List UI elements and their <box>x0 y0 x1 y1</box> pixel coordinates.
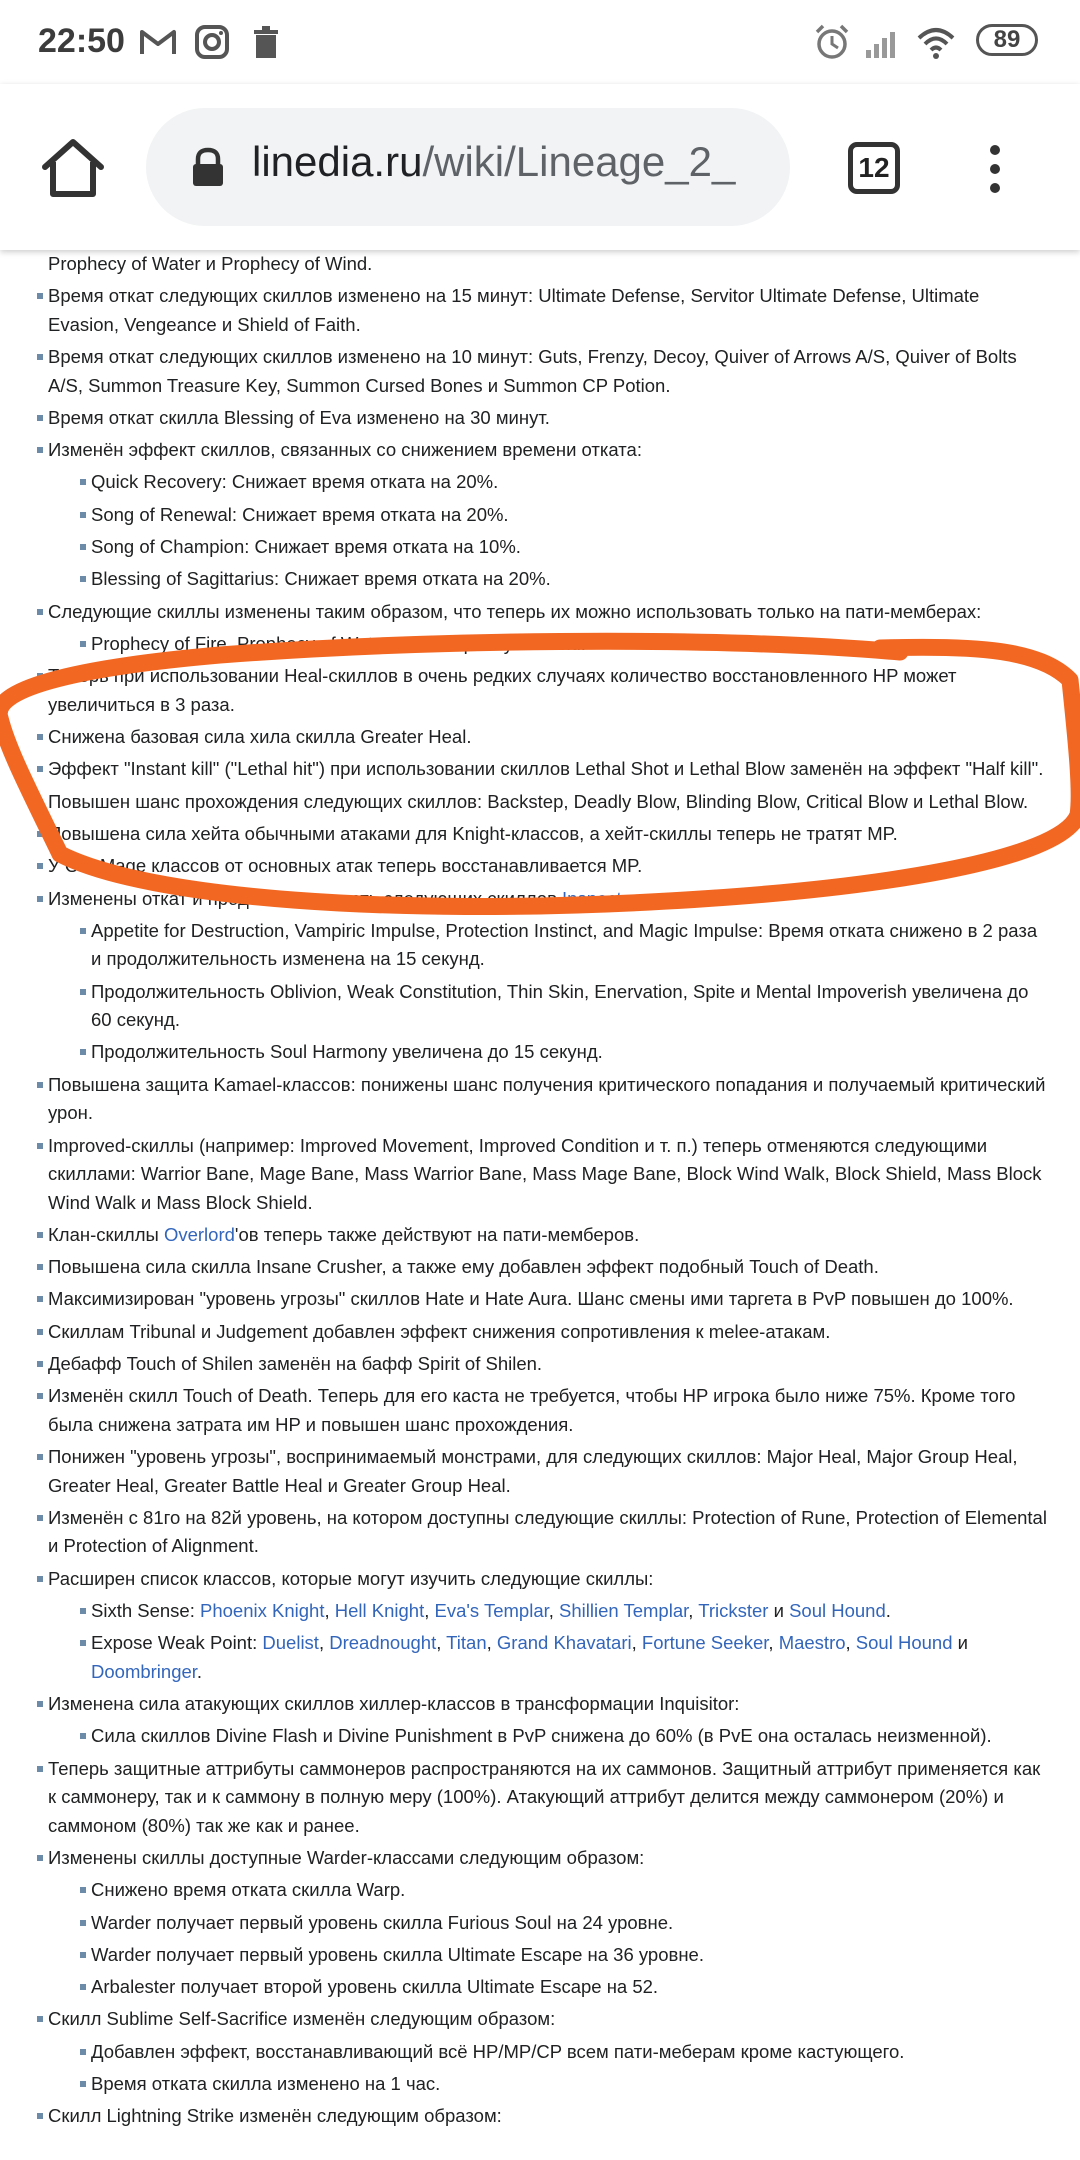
class-link[interactable]: Soul Hound <box>789 1600 886 1621</box>
list-item: Теперь защитные аттрибуты саммонеров распространяются на их саммонов. Защитный аттрибут применяется как к саммонеру, так и к саммону в полную меру (100%). Атакующий аттрибут делится между саммонером (20%) и саммоном (80%) так же как и ранее. <box>48 1755 1050 1841</box>
list-item <box>48 1690 1050 1751</box>
sub-list-item: Сила скиллов Divine Flash и Divine Punishment в PvP снижена до 60% (в PvE она осталась неизменной). <box>91 1722 1050 1751</box>
list-item: Время откат следующих скиллов изменено на 10 минут: Guts, Frenzy, Decoy, Quiver of Arrows A/S, Quiver of Bolts A/S, Summon Treasure Key, Summon Cursed Bones и Summon CP Potion. <box>48 343 1050 400</box>
status-bar <box>0 0 1080 84</box>
list-item: Понижен "уровень угрозы", воспринимаемый монстрами, для следующих скиллов: Major Heal, Major Group Heal, Greater Heal, Greater Battle Heal и Greater Group Heal. <box>48 1443 1050 1500</box>
changes-list <box>0 282 1080 2131</box>
list-item: Изменён с 81го на 82й уровень, на котором доступны следующие скиллы: Protection of Rune, Protection of Elemental и Protection of Alignment. <box>48 1504 1050 1561</box>
list-item: Время откат скилла Blessing of Eva изменено на 30 минут. <box>48 404 1050 433</box>
class-link[interactable]: Hell Knight <box>334 1600 425 1621</box>
list-item <box>48 436 1050 594</box>
battery-icon <box>976 24 1038 56</box>
list-item: Повышена сила хейта обычными атаками для Knight-классов, а хейт-скиллы теперь не тратят MP. <box>48 820 1050 849</box>
list-item: Improved-скиллы (например: Improved Movement, Improved Condition и т. п.) теперь отменяются следующими скиллами: Warrior Bane, Mage Bane, Mass Warrior Bane, Mass Mage Bane, Block Wind Walk, Block Shield, Mass Block Wind Walk и Mass Block Shield. <box>48 1132 1050 1218</box>
list-item-text: Изменена сила атакующих скиллов хиллер-классов в трансформации Inquisitor: <box>48 1693 740 1715</box>
signal-icon <box>862 22 902 62</box>
sub-list-item: Продолжительность Soul Harmony увеличена до 15 секунд. <box>91 1038 1050 1067</box>
list-item: Снижена базовая сила хила скилла Greater Heal. <box>48 723 1050 752</box>
sub-list-item: Warder получает первый уровень скилла Ultimate Escape на 36 уровне. <box>91 1941 1050 1970</box>
list-item: Повышен шанс прохождения следующих скиллов: Backstep, Deadly Blow, Blinding Blow, Critical Blow и Lethal Blow. <box>48 788 1050 817</box>
tab-count: 12 <box>858 152 890 183</box>
sub-list-item: Снижено время отката скилла Warp. <box>91 1876 1050 1905</box>
sub-list-item: Blessing of Sagittarius: Снижает время отката на 20%. <box>91 565 1050 594</box>
sub-list-item: Prophecy of Fire, Prophecy of Water, and Prophecy of Wind. <box>91 630 1050 659</box>
list-item: Дебафф Touch of Shilen заменён на бафф Spirit of Shilen. <box>48 1350 1050 1379</box>
sub-list-item-sixth-sense: Sixth Sense: Phoenix Knight, Hell Knight, Eva's Templar, Shillien Templar, Trickster и Soul Hound. <box>91 1597 1050 1626</box>
link-overlord[interactable]: Overlord <box>163 1223 235 1245</box>
list-item <box>48 885 1050 1067</box>
sub-list-item: Song of Champion: Снижает время отката на 10%. <box>91 533 1050 562</box>
alarm-icon <box>812 22 852 62</box>
menu-icon[interactable] <box>980 140 1010 200</box>
list-item: Эффект "Instant kill" ("Lethal hit") при использовании скиллов Lethal Shot и Lethal Blow заменён на эффект "Half kill". <box>48 755 1050 784</box>
list-item-text: Изменены откат и продолжительность следующих скиллов <box>48 887 563 909</box>
sub-list-item: Продолжительность Oblivion, Weak Constitution, Thin Skin, Enervation, Spite и Mental Impoverish увеличена до 60 секунд. <box>91 978 1050 1035</box>
class-link[interactable]: Trickster <box>698 1600 769 1621</box>
list-item <box>48 2005 1050 2098</box>
url-path: /wiki/Lineage_2_ <box>422 138 736 185</box>
tabs-icon[interactable] <box>848 142 900 194</box>
battery-level: 89 <box>993 26 1021 53</box>
list-item-text: Изменён эффект скиллов, связанных со снижением времени отката: <box>48 439 642 461</box>
conjunction: и <box>952 1632 968 1654</box>
instagram-icon <box>192 22 232 62</box>
list-item: Скилл Lightning Strike изменён следующим образом: <box>48 2102 1050 2131</box>
list-item <box>48 598 1050 659</box>
class-link[interactable]: Duelist <box>262 1632 319 1654</box>
class-link[interactable]: Shillien Templar <box>559 1600 689 1621</box>
period: . <box>885 1600 891 1621</box>
browser-toolbar <box>0 84 1080 250</box>
trash-icon <box>246 22 286 62</box>
gmail-icon <box>138 22 178 62</box>
link-inspector[interactable]: Inspector <box>562 887 639 909</box>
skill-label: Expose Weak Point: <box>91 1632 263 1654</box>
sub-list <box>48 917 1050 1067</box>
sub-list <box>48 468 1050 593</box>
class-link[interactable]: Grand Khavatari <box>496 1632 632 1654</box>
sub-list-item: Warder получает первый уровень скилла Furious Soul на 24 уровне. <box>91 1909 1050 1938</box>
list-item: Максимизирован "уровень угрозы" скиллов Hate и Hate Aura. Шанс смены ими таргета в PvP повышен до 100%. <box>48 1285 1050 1314</box>
class-link[interactable]: Doombringer <box>91 1660 197 1682</box>
sub-list-item: Appetite for Destruction, Vampiric Impulse, Protection Instinct, and Magic Impulse: Время отката снижено в 2 раза и продолжительность изменена на 15 секунд. <box>91 917 1050 974</box>
class-link[interactable]: Fortune Seeker <box>641 1632 769 1654</box>
list-item: Скиллам Tribunal и Judgement добавлен эффект снижения сопротивления к melee-атакам. <box>48 1318 1050 1347</box>
list-item-text-end: 'ов теперь также действуют на пати-мемберов. <box>234 1223 640 1245</box>
sub-list-item: Добавлен эффект, восстанавливающий всё HP/MP/CP всем пати-меберам кроме кастующего. <box>91 2038 1050 2067</box>
sub-list-item: Arbalester получает второй уровень скилла Ultimate Escape на 52. <box>91 1973 1050 2002</box>
list-item-text: Следующие скиллы изменены таким образом, что теперь их можно использовать только на пати-мемберах: <box>48 600 982 622</box>
sub-list <box>48 630 1050 659</box>
class-link[interactable]: Phoenix Knight <box>200 1600 325 1621</box>
sub-list-item: Quick Recovery: Снижает время отката на 20%. <box>91 468 1050 497</box>
class-link[interactable]: Maestro <box>778 1632 846 1654</box>
list-item: Время откат следующих скиллов изменено на 15 минут: Ultimate Defense, Servitor Ultimate Defense, Ultimate Evasion, Vengeance и Shield of Faith. <box>48 282 1050 339</box>
list-item <box>48 1844 1050 2002</box>
list-item <box>48 1565 1050 1687</box>
sub-list <box>48 1722 1050 1751</box>
list-item: Теперь при использовании Heal-скиллов в очень редких случаях количество восстановленного HP может увеличиться в 3 раза. <box>48 662 1050 719</box>
class-link[interactable]: Dreadnought <box>329 1632 437 1654</box>
article-content <box>0 250 1080 2160</box>
list-item-text: Скилл Sublime Self-Sacrifice изменён следующим образом: <box>48 2008 556 2030</box>
conjunction: и <box>768 1600 790 1621</box>
list-item-text: Клан-скиллы <box>48 1223 164 1245</box>
list-item: Повышена сила скилла Insane Crusher, а также ему добавлен эффект подобный Touch of Death. <box>48 1253 1050 1282</box>
sub-list-item: Время отката скилла изменено на 1 час. <box>91 2070 1050 2099</box>
wifi-icon <box>916 22 956 62</box>
url-text[interactable] <box>252 138 735 186</box>
class-link[interactable]: Titan <box>446 1632 487 1654</box>
list-item <box>48 1221 1050 1250</box>
sub-list <box>48 2038 1050 2099</box>
partial-text: Prophecy of Water и Prophecy of Wind. <box>48 253 373 274</box>
address-bar[interactable] <box>146 108 790 226</box>
list-item-text: Изменены скиллы доступные Warder-классами следующим образом: <box>48 1846 645 1868</box>
list-item: Повышена защита Kamael-классов: понижены шанс получения критического попадания и получаемый критический урон. <box>48 1071 1050 1128</box>
lock-icon <box>186 145 230 189</box>
class-link[interactable]: Eva's Templar <box>434 1600 549 1621</box>
list-item: У Orc Mage классов от основных атак теперь восстанавливается MP. <box>48 852 1050 881</box>
list-item: Изменён скилл Touch of Death. Теперь для его каста не требуется, чтобы HP игрока было ниже 75%. Кроме того была снижена затрата им HP и повышен шанс прохождения. <box>48 1382 1050 1439</box>
period: . <box>196 1660 203 1682</box>
url-domain: linedia.ru <box>252 138 423 185</box>
sub-list-item-expose-weak-point: Expose Weak Point: Duelist, Dreadnought, Titan, Grand Khavatari, Fortune Seeker, Maestro, Soul Hound и Doombringer. <box>91 1629 1050 1686</box>
clock: 22:50 <box>38 22 125 60</box>
home-icon[interactable] <box>38 134 108 204</box>
class-link[interactable]: Soul Hound <box>855 1632 953 1654</box>
sub-list <box>48 1597 1050 1686</box>
list-item-text-end: : <box>638 887 644 909</box>
sub-list-item: Song of Renewal: Снижает время отката на 20%. <box>91 501 1050 530</box>
skill-label: Sixth Sense: <box>91 1600 201 1621</box>
list-item-text: Расширен список классов, которые могут изучить следующие скиллы: <box>48 1567 654 1589</box>
sub-list <box>48 1876 1050 2001</box>
